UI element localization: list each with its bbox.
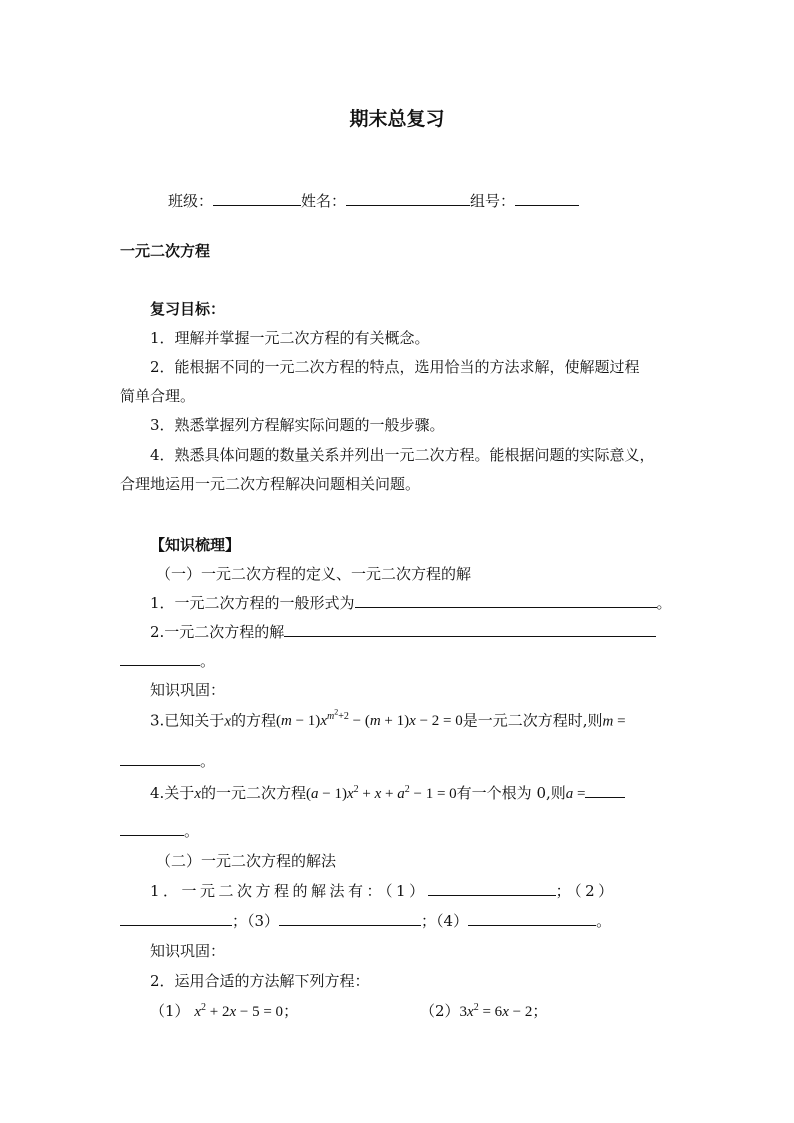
- group-label: 组号：: [470, 192, 516, 210]
- student-info-line: [168, 190, 579, 211]
- name-blank[interactable]: [346, 191, 470, 206]
- answer-blank[interactable]: [120, 751, 200, 766]
- math-expression: $(a - 1)x^2 + x + a^2 - 1 = 0$: [306, 784, 457, 802]
- equation-1: （1） $x^2 + 2x - 5 = 0$；: [150, 1002, 299, 1020]
- consolidate-label-2: 知识巩固：: [150, 942, 226, 960]
- math-expression: $x^2 + 2x - 5 = 0$: [194, 1002, 284, 1020]
- section-heading: 一元二次方程: [120, 242, 211, 260]
- answer-blank[interactable]: [120, 651, 200, 666]
- goal-item-2-cont: 简单合理。: [120, 387, 196, 405]
- math-variable: x: [194, 786, 201, 802]
- question-4-cont: 。: [120, 820, 199, 841]
- question-3-cont: 。: [120, 750, 215, 771]
- class-blank[interactable]: [213, 191, 301, 206]
- question-2-cont: 。: [120, 650, 215, 671]
- math-expression: $(m - 1)x^{m^2+2} - (m + 1)x - 2 = 0$: [276, 708, 463, 730]
- question-5-cont: ；（3） ；（4） 。: [120, 910, 611, 931]
- knowledge-heading: 【知识梳理】: [150, 536, 241, 554]
- answer-blank[interactable]: [355, 593, 657, 608]
- goal-item-4-cont: 合理地运用一元二次方程解决问题相关问题。: [120, 475, 421, 493]
- part1-heading: （一）一元二次方程的定义、一元二次方程的解: [156, 565, 472, 583]
- class-label: 班级：: [168, 192, 214, 210]
- question-6: 2．运用合适的方法解下列方程：: [150, 972, 370, 990]
- answer-blank[interactable]: [428, 881, 556, 896]
- question-2: 2.一元二次方程的解: [150, 621, 656, 642]
- question-4: 4.关于x的一元二次方程$(a - 1)x^2 + x + a^2 - 1 = 0$有一个根为 0,则a =: [150, 782, 625, 803]
- question-5: 1．一元二次方程的解法有：（1） ；（2）: [150, 882, 617, 900]
- goal-item-4: 4．熟悉具体问题的数量关系并列出一元二次方程。能根据问题的实际意义，: [150, 446, 655, 464]
- goal-item-2: 2．能根据不同的一元二次方程的特点，选用恰当的方法求解，使解题过程: [150, 358, 640, 376]
- math-variable: x: [224, 713, 231, 730]
- answer-blank[interactable]: [279, 911, 421, 926]
- goal-item-3: 3．熟悉掌握列方程解实际问题的一般步骤。: [150, 416, 445, 434]
- name-label: 姓名：: [301, 192, 347, 210]
- equation-2: $(2)3x^2 = 6x - 2$；: [420, 1002, 548, 1020]
- math-expression: $3x^2 = 6x - 2$: [459, 1002, 533, 1020]
- math-expression: a =: [565, 786, 586, 802]
- part2-heading: （二）一元二次方程的解法: [156, 852, 337, 870]
- group-blank[interactable]: [515, 191, 579, 206]
- answer-blank[interactable]: [120, 911, 232, 926]
- question-3: 3.已知关于x的方程$(m - 1)x^{m^2+2} - (m + 1)x - 2 = 0$是一元二次方程时,则m =: [150, 708, 626, 730]
- answer-blank[interactable]: [585, 783, 625, 798]
- question-1: 1．一元二次方程的一般形式为 。: [150, 594, 672, 612]
- math-expression: m: [602, 713, 614, 730]
- page-title: 期末总复习: [349, 108, 445, 130]
- goal-item-1: 1．理解并掌握一元二次方程的有关概念。: [150, 329, 430, 347]
- answer-blank[interactable]: [468, 911, 596, 926]
- consolidate-label: 知识巩固：: [150, 681, 226, 699]
- answer-blank[interactable]: [120, 821, 184, 836]
- answer-blank[interactable]: [284, 622, 656, 637]
- goals-heading: 复习目标：: [150, 300, 226, 318]
